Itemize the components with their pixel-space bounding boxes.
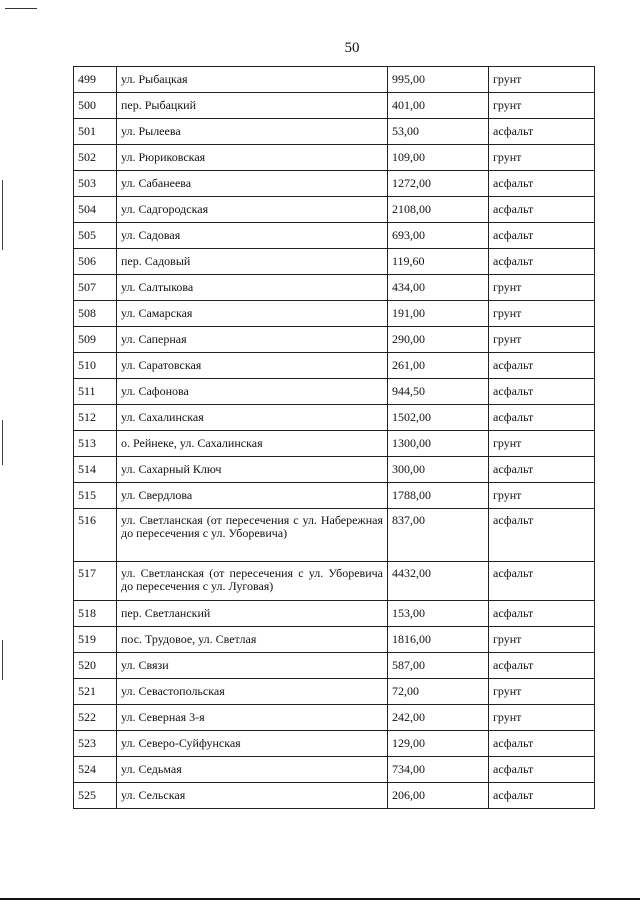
street-name: о. Рейнеке, ул. Сахалинская (117, 431, 388, 457)
street-name: ул. Северная 3-я (117, 705, 388, 731)
street-name: ул. Сахарный Ключ (117, 457, 388, 483)
row-number: 515 (74, 483, 117, 509)
surface-type: асфальт (489, 197, 595, 223)
row-number: 499 (74, 67, 117, 93)
row-number: 514 (74, 457, 117, 483)
street-length: 153,00 (388, 601, 489, 627)
street-name: ул. Саперная (117, 327, 388, 353)
street-name: ул. Сельская (117, 783, 388, 809)
surface-type: грунт (489, 275, 595, 301)
surface-type: асфальт (489, 457, 595, 483)
street-name: ул. Саратовская (117, 353, 388, 379)
street-name: ул. Садгородская (117, 197, 388, 223)
surface-type: асфальт (489, 601, 595, 627)
street-name: ул. Свердлова (117, 483, 388, 509)
row-number: 509 (74, 327, 117, 353)
street-length: 290,00 (388, 327, 489, 353)
surface-type: асфальт (489, 223, 595, 249)
table-row (74, 405, 595, 431)
surface-type: грунт (489, 431, 595, 457)
streets-table (73, 66, 595, 809)
row-number: 508 (74, 301, 117, 327)
street-name: ул. Рюриковская (117, 145, 388, 171)
row-number: 506 (74, 249, 117, 275)
street-length: 206,00 (388, 783, 489, 809)
street-length: 693,00 (388, 223, 489, 249)
row-number: 511 (74, 379, 117, 405)
street-name: пер. Светланский (117, 601, 388, 627)
table-row (74, 783, 595, 809)
surface-type: грунт (489, 301, 595, 327)
table-row (74, 562, 595, 601)
street-name: ул. Салтыкова (117, 275, 388, 301)
street-name: ул. Садовая (117, 223, 388, 249)
table-row (74, 301, 595, 327)
surface-type: асфальт (489, 353, 595, 379)
street-name: ул. Сабанеева (117, 171, 388, 197)
street-length: 191,00 (388, 301, 489, 327)
table-row (74, 249, 595, 275)
table-row (74, 653, 595, 679)
street-length: 109,00 (388, 145, 489, 171)
street-length: 53,00 (388, 119, 489, 145)
street-length: 995,00 (388, 67, 489, 93)
street-length: 944,50 (388, 379, 489, 405)
street-name: ул. Седьмая (117, 757, 388, 783)
row-number: 502 (74, 145, 117, 171)
surface-type: асфальт (489, 249, 595, 275)
row-number: 516 (74, 509, 117, 562)
street-length: 300,00 (388, 457, 489, 483)
table-row (74, 353, 595, 379)
row-number: 512 (74, 405, 117, 431)
surface-type: асфальт (489, 119, 595, 145)
street-name: ул. Сафонова (117, 379, 388, 405)
row-number: 525 (74, 783, 117, 809)
surface-type: асфальт (489, 731, 595, 757)
surface-type: грунт (489, 327, 595, 353)
table-row (74, 431, 595, 457)
scan-side-mark (2, 640, 3, 680)
table-row (74, 679, 595, 705)
street-length: 4432,00 (388, 562, 489, 601)
row-number: 510 (74, 353, 117, 379)
street-name: ул. Рылеева (117, 119, 388, 145)
surface-type: асфальт (489, 379, 595, 405)
table-row (74, 171, 595, 197)
surface-type: асфальт (489, 783, 595, 809)
street-length: 837,00 (388, 509, 489, 562)
surface-type: грунт (489, 145, 595, 171)
street-length: 434,00 (388, 275, 489, 301)
street-length: 129,00 (388, 731, 489, 757)
row-number: 505 (74, 223, 117, 249)
row-number: 521 (74, 679, 117, 705)
street-name: ул. Светланская (от пересечения с ул. Набережная до пересечения с ул. Уборевича) (117, 509, 388, 562)
table-row (74, 145, 595, 171)
street-name: ул. Севастопольская (117, 679, 388, 705)
surface-type: асфальт (489, 509, 595, 562)
street-name: ул. Северо-Суйфунская (117, 731, 388, 757)
surface-type: грунт (489, 627, 595, 653)
row-number: 507 (74, 275, 117, 301)
surface-type: грунт (489, 67, 595, 93)
street-name: пер. Садовый (117, 249, 388, 275)
street-length: 2108,00 (388, 197, 489, 223)
row-number: 503 (74, 171, 117, 197)
street-length: 1300,00 (388, 431, 489, 457)
table-row (74, 67, 595, 93)
street-length: 1272,00 (388, 171, 489, 197)
surface-type: асфальт (489, 653, 595, 679)
surface-type: грунт (489, 705, 595, 731)
surface-type: асфальт (489, 757, 595, 783)
row-number: 501 (74, 119, 117, 145)
street-length: 261,00 (388, 353, 489, 379)
street-length: 734,00 (388, 757, 489, 783)
street-length: 72,00 (388, 679, 489, 705)
table-row (74, 197, 595, 223)
bottom-rule (0, 898, 640, 900)
table-row (74, 327, 595, 353)
table-row (74, 757, 595, 783)
streets-table-body (74, 67, 595, 809)
row-number: 523 (74, 731, 117, 757)
table-row (74, 223, 595, 249)
street-length: 1816,00 (388, 627, 489, 653)
street-name: ул. Самарская (117, 301, 388, 327)
surface-type: грунт (489, 679, 595, 705)
street-name: ул. Светланская (от пересечения с ул. Уборевича до пересечения с ул. Луговая) (117, 562, 388, 601)
row-number: 522 (74, 705, 117, 731)
table-row (74, 483, 595, 509)
row-number: 518 (74, 601, 117, 627)
street-name: ул. Сахалинская (117, 405, 388, 431)
scan-side-mark (2, 420, 3, 465)
surface-type: асфальт (489, 171, 595, 197)
table-row (74, 457, 595, 483)
table-row (74, 705, 595, 731)
table-row (74, 731, 595, 757)
row-number: 520 (74, 653, 117, 679)
street-length: 242,00 (388, 705, 489, 731)
street-length: 1502,00 (388, 405, 489, 431)
page-number: 50 (344, 40, 360, 56)
street-name: ул. Рыбацкая (117, 67, 388, 93)
row-number: 519 (74, 627, 117, 653)
surface-type: асфальт (489, 562, 595, 601)
street-length: 587,00 (388, 653, 489, 679)
row-number: 504 (74, 197, 117, 223)
table-row (74, 119, 595, 145)
street-length: 119,60 (388, 249, 489, 275)
table-row (74, 275, 595, 301)
row-number: 513 (74, 431, 117, 457)
table-row (74, 93, 595, 119)
street-length: 1788,00 (388, 483, 489, 509)
street-length: 401,00 (388, 93, 489, 119)
surface-type: грунт (489, 93, 595, 119)
scan-top-mark (5, 8, 37, 9)
scan-side-mark (2, 180, 3, 250)
street-name: пер. Рыбацкий (117, 93, 388, 119)
surface-type: асфальт (489, 405, 595, 431)
row-number: 524 (74, 757, 117, 783)
table-row (74, 627, 595, 653)
table-row (74, 509, 595, 562)
street-name: ул. Связи (117, 653, 388, 679)
surface-type: грунт (489, 483, 595, 509)
table-row (74, 379, 595, 405)
row-number: 517 (74, 562, 117, 601)
table-row (74, 601, 595, 627)
row-number: 500 (74, 93, 117, 119)
street-name: пос. Трудовое, ул. Светлая (117, 627, 388, 653)
